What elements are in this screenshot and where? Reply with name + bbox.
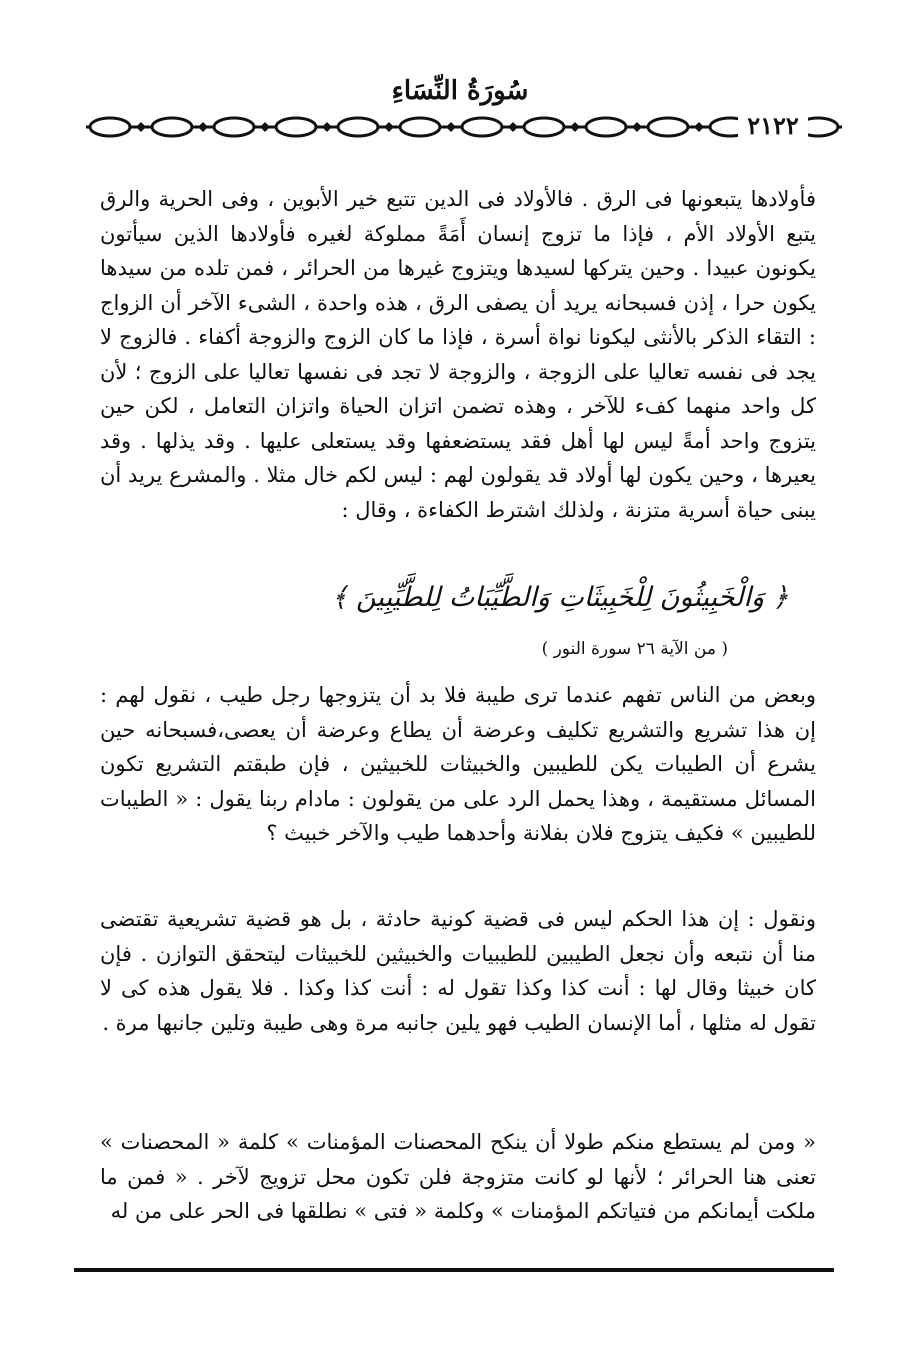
ornamental-border <box>86 112 842 142</box>
paragraph-2: وبعض من الناس تفهم عندما ترى طيبة فلا بد أن يتزوجها رجل طيب ، نقول لهم : إن هذا تشريع والتشريع تكليف وعرضة أن يطاع وعرضة أن يعصى،فسبحانه حين يشرع أن الطيبات يكن للطيبين والخبيثات للخبيثين ، فإن طبقتم التشريع تكون المسائل مستقيمة ، وهذا يحمل الرد على من يقولون : مادام ربنا يقول : « الطيبات للطيبين » فكيف يتزوج فلان بفلانة وأحدهما طيب والآخر خبيث ؟ <box>100 683 816 845</box>
paragraph-4: « ومن لم يستطع منكم طولا أن ينكح المحصنات المؤمنات » كلمة « المحصنات » تعنى هنا الحرائر ؛ لأنها لو كانت متزوجة فلن تكون محل تزويج لآخر . « فمن ما ملكت أيمانكم من فتياتكم المؤمنات » وكلمة « فتى » نطلقها فى الحر على من له <box>100 1130 816 1223</box>
quran-verse: ﴿ وَالْخَبِيثُونَ لِلْخَبِيثَاتِ وَالطَّيِّبَاتُ لِلطَّيِّبِينَ ﴾ <box>331 582 789 613</box>
footer-rule <box>74 1268 834 1272</box>
paragraph-3: ونقول : إن هذا الحكم ليس فى قضية كونية حادثة ، بل هو قضية تشريعية تقتضى منا أن نتبعه وأن نجعل الطيبين للطيبيات والخبيثين للخبيثات ليتحقق التوازن . فإن كان خبيثا وقال لها : أنت كذا وكذا تقول له : أنت كذا وكذا . فلا يقول هذه كى لا تقول له مثلها ، أما الإنسان الطيب فهو يلين جانبه مرة وهى طيبة وتلين جانبها مرة . <box>100 907 816 1035</box>
page-number: ٢١٢٢ <box>738 111 808 141</box>
paragraph-1: فأولادها يتبعونها فى الرق . فالأولاد فى الدين تتبع خير الأبوين ، وفى الحرية والرق يتبع الأولاد الأم ، فإذا ما تزوج إنسان أَمَةً مملوكة لغيره فأولادها الذين سيأتون يكونون عبيدا . وحين يتركها لسيدها ويتزوج غيرها من الحرائر ، فمن تلده من سيدها يكون حرا ، إذن فسبحانه يريد أن يصفى الرق ، هذه واحدة ، الشىء الآخر أن الزواج : التقاء الذكر بالأنثى ليكونا نواة أسرة ، فإذا ما كان الزوج والزوجة أكفاء . فالزوج لا يجد فى نفسه تعاليا على الزوجة ، والزوجة لا تجد فى نفسها تعاليا على الزوج ؛ لأن كل واحد منهما كفء للآخر ، وهذه تضمن اتزان الحياة واتزان التعامل ، لكن حين يتزوج واحد أمةً ليس لها أهل فقد يستضعفها وقد يستعلى عليها . وقد يذلها . وقد يعيرها ، وحين يكون لها أولاد قد يقولون لهم : ليس لكم خال مثلا . والمشرع يريد أن يبنى حياة أسرية متزنة ، ولذلك اشترط الكفاءة ، وقال : <box>100 187 816 522</box>
verse-reference: ( من الآية ٢٦ سورة النور ) <box>541 639 728 659</box>
surah-title: سُورَةُ النِّسَاءِ <box>391 76 529 106</box>
